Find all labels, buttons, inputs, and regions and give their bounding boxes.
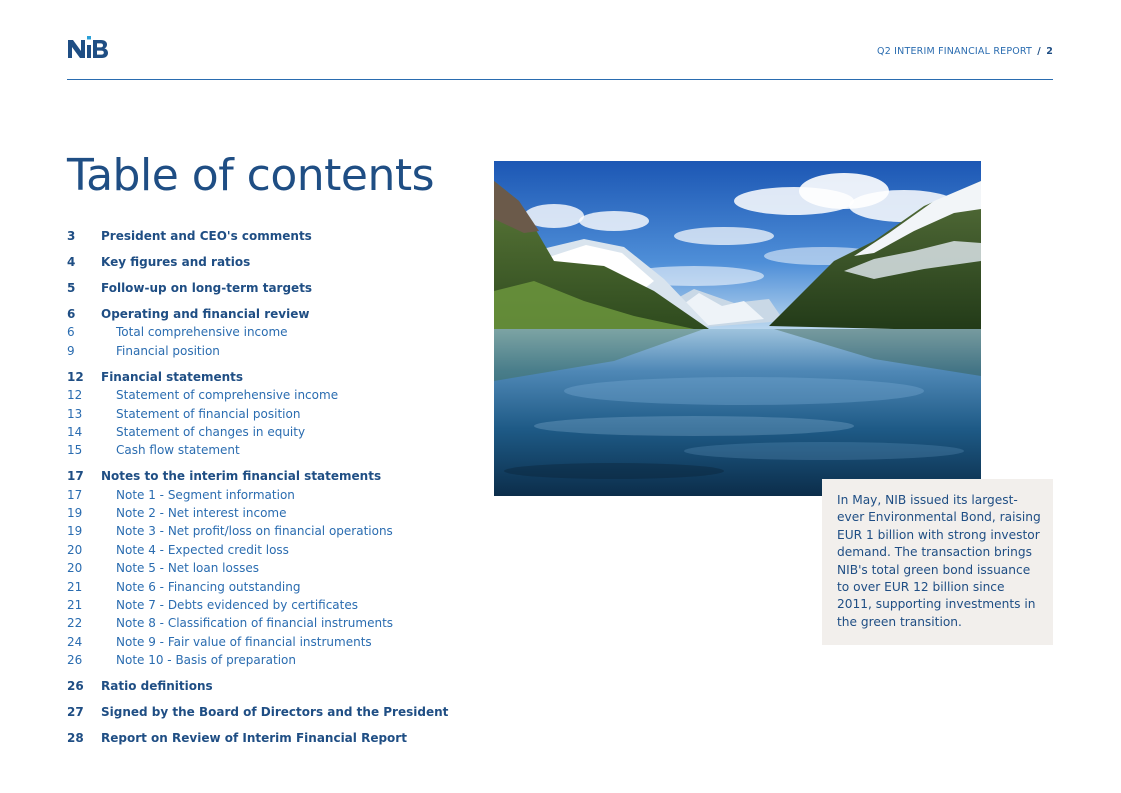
toc-subitem[interactable] [67, 524, 467, 542]
toc-label: Signed by the Board of Directors and the President [101, 705, 449, 720]
toc-page-number: 4 [67, 254, 76, 269]
toc-subitem[interactable] [67, 653, 467, 671]
toc-page-number: 21 [67, 598, 83, 612]
toc-page-number: 9 [67, 343, 75, 358]
toc-subitem[interactable] [67, 598, 467, 616]
toc-section-item[interactable] [67, 281, 467, 299]
toc-label: Financial position [116, 343, 220, 358]
toc-page-number: 26 [67, 679, 84, 694]
toc-subitem[interactable] [67, 325, 467, 343]
toc-label: Total comprehensive income [116, 325, 288, 340]
toc-label: Note 6 - Financing outstanding [116, 579, 301, 594]
toc-label: Note 8 - Classification of financial instruments [116, 616, 394, 631]
toc-label: Cash flow statement [116, 443, 240, 458]
toc-page-number: 22 [67, 616, 83, 631]
header-separator: / [1037, 46, 1041, 57]
toc-page-number: 6 [67, 325, 75, 340]
header-divider [67, 79, 1053, 80]
toc-page-number: 17 [67, 469, 84, 484]
toc-page-number: 3 [67, 229, 76, 243]
toc-page-number: 5 [67, 280, 76, 295]
toc-subitem[interactable] [67, 580, 467, 598]
toc-label: Statement of changes in equity [116, 424, 306, 439]
toc-label: Follow-up on long-term targets [101, 280, 313, 295]
toc-page-number: 28 [67, 731, 84, 746]
toc-label: Note 7 - Debts evidenced by certificates [116, 598, 358, 612]
toc-subitem[interactable] [67, 425, 467, 443]
toc-label: Financial statements [101, 369, 244, 384]
toc-subitem[interactable] [67, 616, 467, 634]
toc-page-number: 12 [67, 388, 83, 403]
toc-subitem[interactable] [67, 561, 467, 579]
toc-page-number: 26 [67, 653, 83, 668]
toc-label: Statement of financial position [116, 406, 301, 421]
toc-page-number: 19 [67, 524, 83, 539]
toc-page-number: 15 [67, 443, 83, 458]
report-title: Q2 INTERIM FINANCIAL REPORT [877, 46, 1033, 57]
toc-label: Note 3 - Net profit/loss on financial operations [116, 524, 393, 539]
toc-label: Note 5 - Net loan losses [116, 561, 259, 576]
toc-section-item[interactable] [67, 731, 467, 749]
toc-subitem[interactable] [67, 344, 467, 362]
toc-label: Note 2 - Net interest income [116, 506, 287, 521]
toc-page-number: 13 [67, 406, 83, 421]
toc-page-number: 6 [67, 306, 76, 321]
toc-label: Key figures and ratios [101, 254, 251, 269]
toc-page-number: 19 [67, 506, 83, 521]
toc-page-number: 21 [67, 579, 83, 594]
toc-section-item[interactable] [67, 370, 467, 388]
toc-section-item[interactable] [67, 705, 467, 723]
toc-label: Notes to the interim financial statements [101, 469, 382, 484]
green-bond-callout [822, 479, 1053, 645]
toc-label: Report on Review of Interim Financial Report [101, 731, 407, 746]
toc-section-item[interactable] [67, 469, 467, 487]
toc-section-item[interactable] [67, 307, 467, 325]
toc-subitem[interactable] [67, 506, 467, 524]
page-title: Table of contents [67, 150, 435, 201]
toc-subitem[interactable] [67, 407, 467, 425]
toc-label: Note 10 - Basis of preparation [116, 653, 296, 668]
toc-subitem[interactable] [67, 635, 467, 653]
toc-label: Note 1 - Segment information [116, 487, 295, 502]
toc-page-number: 17 [67, 487, 83, 502]
toc-page-number: 14 [67, 424, 83, 439]
toc-section-item[interactable] [67, 679, 467, 697]
callout-text: In May, NIB issued its largest-ever Environmental Bond, raising EUR 1 billion with strong investor demand. The transaction brings NIB's total green bond issuance to over EUR 12 billion since 2011, supporting investments in the green transition. [837, 493, 1041, 629]
toc-subitem[interactable] [67, 543, 467, 561]
page-number: 2 [1046, 46, 1053, 57]
fjord-landscape-image [494, 161, 981, 496]
toc-label: President and CEO's comments [101, 229, 312, 243]
toc-subitem[interactable] [67, 488, 467, 506]
toc-label: Operating and financial review [101, 306, 310, 321]
toc-page-number: 20 [67, 542, 83, 557]
toc-subitem[interactable] [67, 443, 467, 461]
toc-label: Statement of comprehensive income [116, 388, 339, 403]
toc-page-number: 12 [67, 369, 84, 384]
toc-label: Ratio definitions [101, 679, 213, 694]
toc-label: Note 9 - Fair value of financial instruments [116, 634, 372, 649]
table-of-contents [67, 229, 467, 750]
toc-label: Note 4 - Expected credit loss [116, 542, 289, 557]
nib-logo [67, 34, 111, 60]
toc-page-number: 20 [67, 561, 83, 576]
toc-subitem[interactable] [67, 388, 467, 406]
running-header [877, 46, 1053, 57]
toc-section-item[interactable] [67, 229, 467, 247]
toc-page-number: 24 [67, 634, 83, 649]
toc-section-item[interactable] [67, 255, 467, 273]
toc-page-number: 27 [67, 705, 84, 720]
